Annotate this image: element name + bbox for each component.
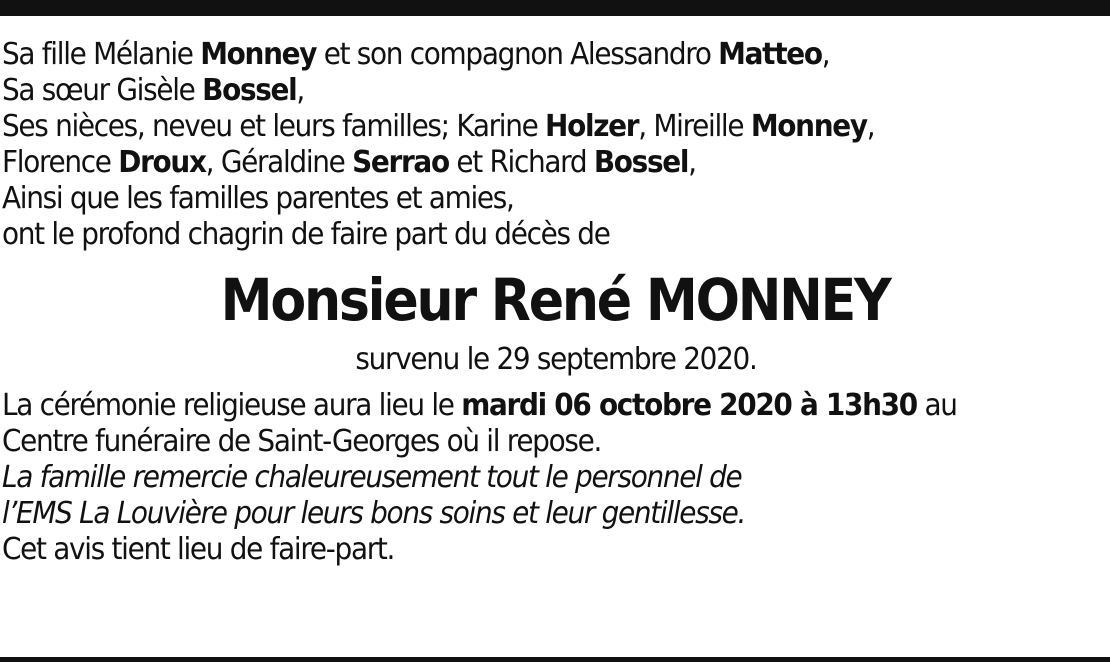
bottom-rule <box>0 657 1110 662</box>
bold-name: Droux <box>118 145 206 180</box>
family-line: Sa sœur Gisèle Bossel, <box>2 73 305 108</box>
death-date: survenu le 29 septembre 2020. <box>355 342 757 377</box>
announcement-line: ont le profond chagrin de faire part du décès de <box>2 217 610 252</box>
thanks-line: l’EMS La Louvière pour leurs bons soins et leur gentillesse. <box>2 496 746 531</box>
obituary-notice <box>2 37 1110 568</box>
bold-name: Matteo <box>718 37 822 72</box>
closing-line: Cet avis tient lieu de faire-part. <box>2 532 395 567</box>
thanks-message <box>2 460 1110 532</box>
top-rule <box>0 0 1110 16</box>
ceremony-info <box>2 388 1110 460</box>
family-line: Florence Droux, Géraldine Serrao et Richard Bossel, <box>2 145 696 180</box>
thanks-line: La famille remercie chaleureusement tout le personnel de <box>2 460 742 495</box>
bold-name: Monney <box>750 109 867 144</box>
ceremony-line: La cérémonie religieuse aura lieu le mardi 06 octobre 2020 à 13h30 au <box>2 388 957 423</box>
bold-name: mardi 06 octobre 2020 à 13h30 <box>461 388 917 423</box>
bold-name: Holzer <box>545 109 639 144</box>
family-list <box>2 37 1110 253</box>
deceased-name: Monsieur René MONNEY <box>220 266 890 334</box>
ceremony-line: Centre funéraire de Saint-Georges où il repose. <box>2 424 602 459</box>
bold-name: Bossel <box>593 145 689 180</box>
family-line: Ainsi que les familles parentes et amies, <box>2 181 514 216</box>
bold-name: Monney <box>200 37 317 72</box>
bold-name: Serrao <box>352 145 449 180</box>
family-line: Sa fille Mélanie Monney et son compagnon Alessandro Matteo, <box>2 37 830 72</box>
bold-name: Bossel <box>202 73 297 108</box>
family-line: Ses nièces, neveu et leurs familles; Karine Holzer, Mireille Monney, <box>2 109 875 144</box>
